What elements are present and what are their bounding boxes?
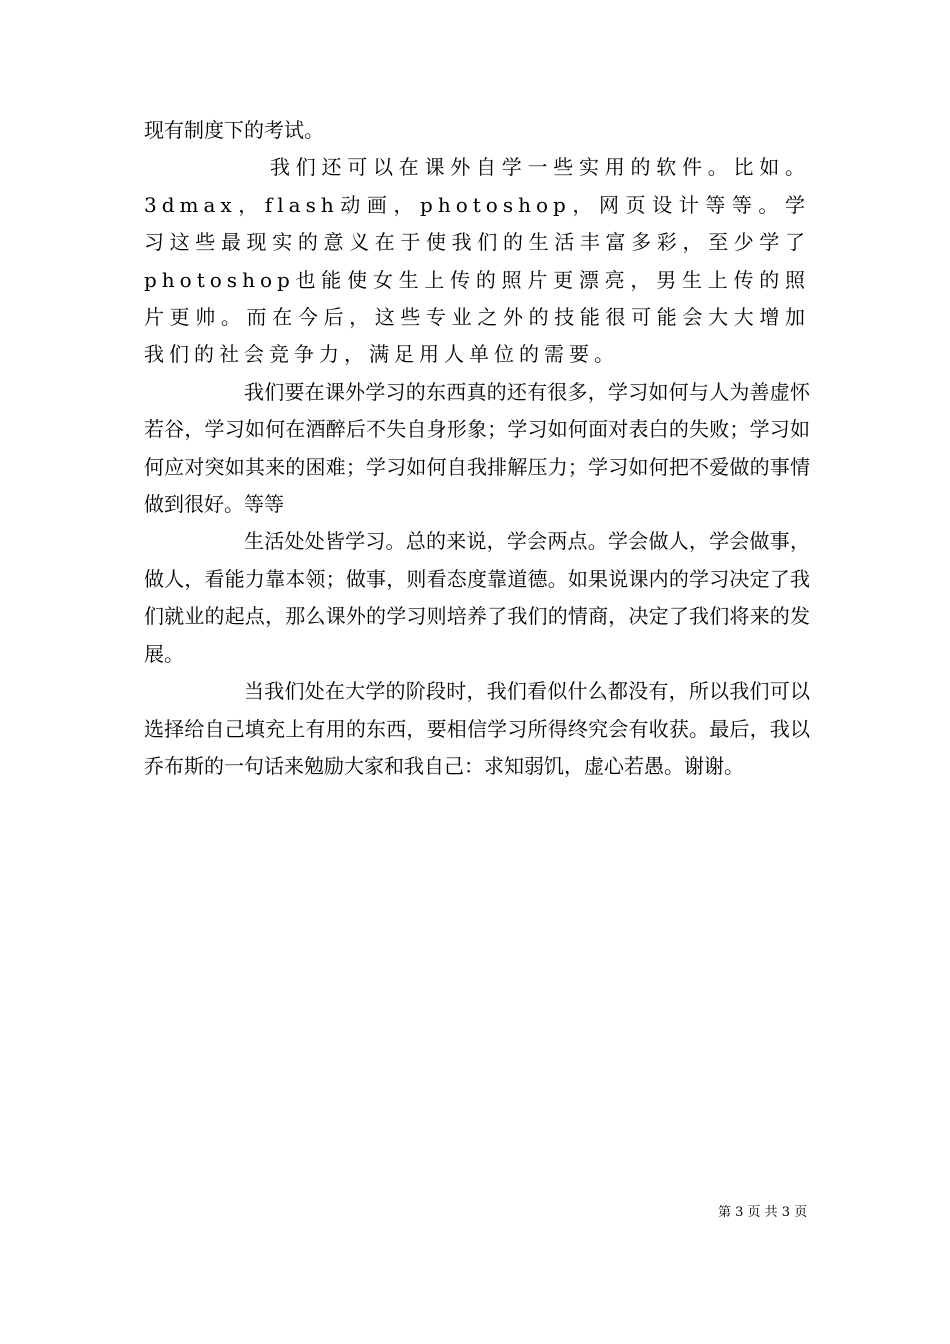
paragraph-software: 我们还可以在课外自学一些实用的软件。比如。3dmax，flash动画，photoshop，网页设计等等。学习这些最现实的意义在于使我们的生活丰富多彩，至少学了photoshop也能使女生上传的照片更漂亮，男生上传的照片更帅。而在今后，这些专业之外的技能很可能会大大增加我们的社会竞争力，满足用人单位的需要。 xyxy=(144,155,810,367)
paragraph-life-learning: 生活处处皆学习。总的来说，学会两点。学会做人，学会做事，做人，看能力靠本领；做事，则看态度靠道德。如果说课内的学习决定了我们就业的起点，那么课外的学习则培养了我们的情商，决定了我们将来的发展。 xyxy=(144,529,810,666)
page-number-footer: 第 3 页 共 3 页 xyxy=(718,1205,808,1220)
paragraph-conclusion: 当我们处在大学的阶段时，我们看似什么都没有，所以我们可以选择给自己填充上有用的东西，要相信学习所得终究会有收获。最后，我以乔布斯的一句话来勉励大家和我自己：求知弱饥，虚心若愚。谢谢。 xyxy=(144,679,810,778)
document-body xyxy=(144,112,810,785)
paragraph-extracurricular: 我们要在课外学习的东西真的还有很多，学习如何与人为善虚怀若谷，学习如何在酒醉后不失自身形象；学习如何面对表白的失败；学习如何应对突如其来的困难；学习如何自我排解压力；学习如何把不爱做的事情做到很好。等等 xyxy=(144,379,810,517)
paragraph-continuation: 现有制度下的考试。 xyxy=(144,118,324,142)
